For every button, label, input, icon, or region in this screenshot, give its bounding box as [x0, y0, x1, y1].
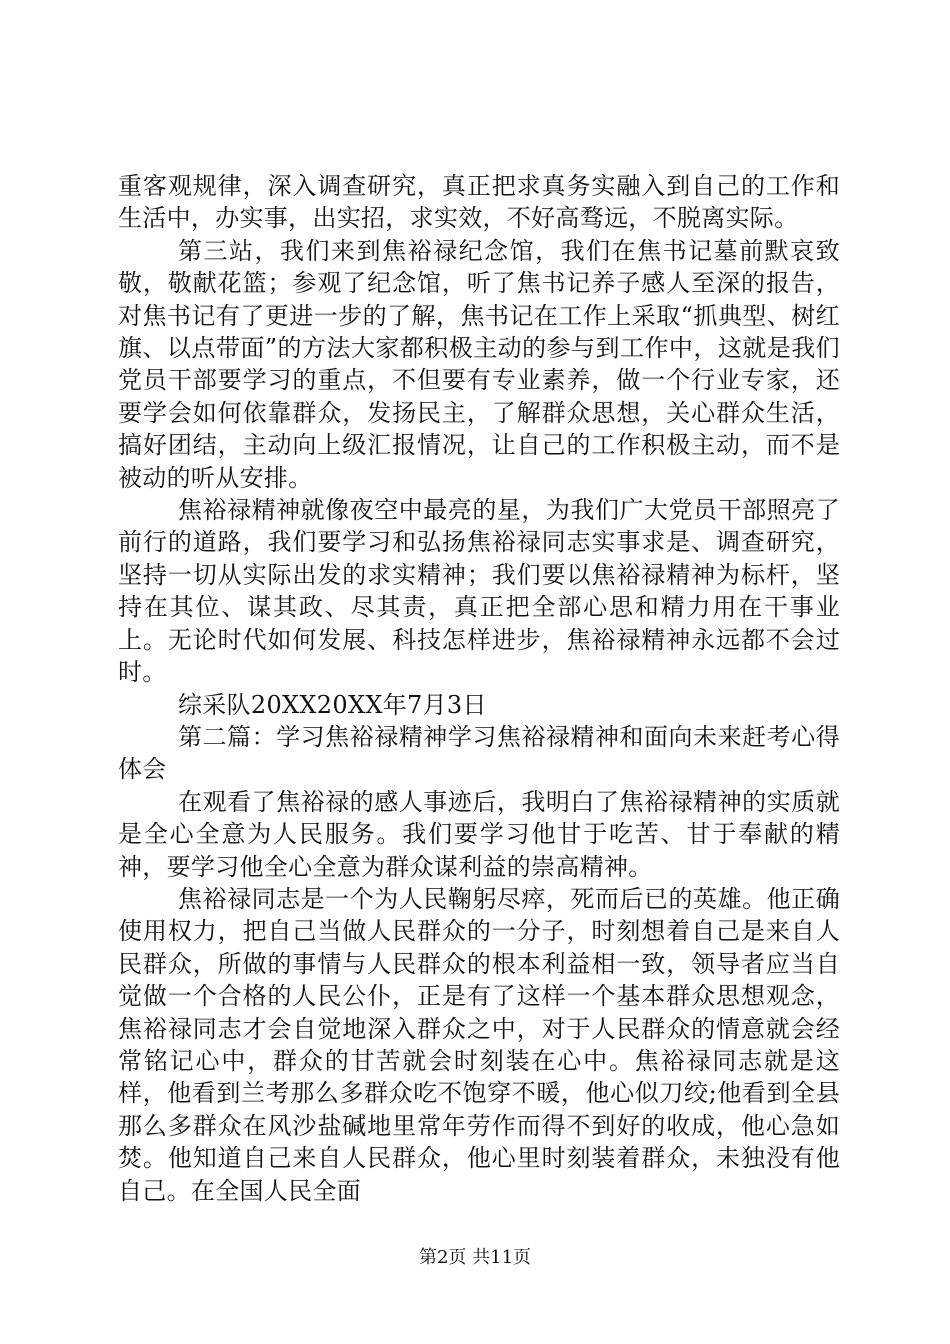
paragraph-3: 焦裕禄精神就像夜空中最亮的星，为我们广大党员干部照亮了前行的道路，我们要学习和弘扬焦裕禄同志实事求是、调查研究，坚持一切从实际出发的求实精神；我们要以焦裕禄精神为标杆，坚持在其位、谋其政、尽其责，真正把全部心思和精力用在干事业上。无论时代如何发展、科技怎样进步，焦裕禄精神永远都不会过时。	[118, 496, 840, 687]
paragraph-2: 第三站，我们来到焦裕禄纪念馆，我们在焦书记墓前默哀致敬，敬献花篮；参观了纪念馆，听了焦书记养子感人至深的报告，对焦书记有了更进一步的了解，焦书记在工作上采取“抓典型、树红旗、以点带面”的方法大家都积极主动的参与到工作中，这就是我们党员干部要学习的重点，不但要有专业素养，做一个行业专家，还要学会如何依靠群众，发扬民主，了解群众思想，关心群众生活，搞好团结，主动向上级汇报情况，让自己的工作积极主动，而不是被动的听从安排。	[118, 236, 840, 492]
page-number-footer: 第2页 共11页	[418, 1247, 532, 1268]
paragraph-7: 焦裕禄同志是一个为人民鞠躬尽瘁，死而后已的英雄。他正确使用权力，把自己当做人民群众的一分子，时刻想着自己是来自人民群众，所做的事情与人民群众的根本利益相一致，领导者应当自觉做一个合格的人民公仆，正是有了这样一个基本群众思想观念，焦裕禄同志才会自觉地深入群众之中，对于人民群众的情意就会经常铭记心中，群众的甘苦就会时刻装在心中。焦裕禄同志就是这样，他看到兰考那么多群众吃不饱穿不暖，他心似刀绞;他看到全县那么多群众在风沙盐碱地里常年劳作而得不到好的收成，他心急如焚。他知道自己来自人民群众，他心里时刻装着群众，未独没有他自己。在全国人民全面	[118, 884, 840, 1205]
paragraph-6: 在观看了焦裕禄的感人事迹后，我明白了焦裕禄精神的实质就是全心全意为人民服务。我们要学习他甘于吃苦、甘于奉献的精神，要学习他全心全意为群众谋利益的崇高精神。	[118, 787, 840, 881]
paragraph-1: 重客观规律，深入调查研究，真正把求真务实融入到自己的工作和生活中，办实事，出实招，求实效，不好高骛远，不脱离实际。	[118, 172, 840, 233]
document-body	[118, 170, 840, 1207]
signature-date-line: 综采队20XX20XX年7月3日	[178, 690, 487, 719]
section-heading: 第二篇：学习焦裕禄精神学习焦裕禄精神和面向未来赶考心得体会	[118, 722, 840, 784]
